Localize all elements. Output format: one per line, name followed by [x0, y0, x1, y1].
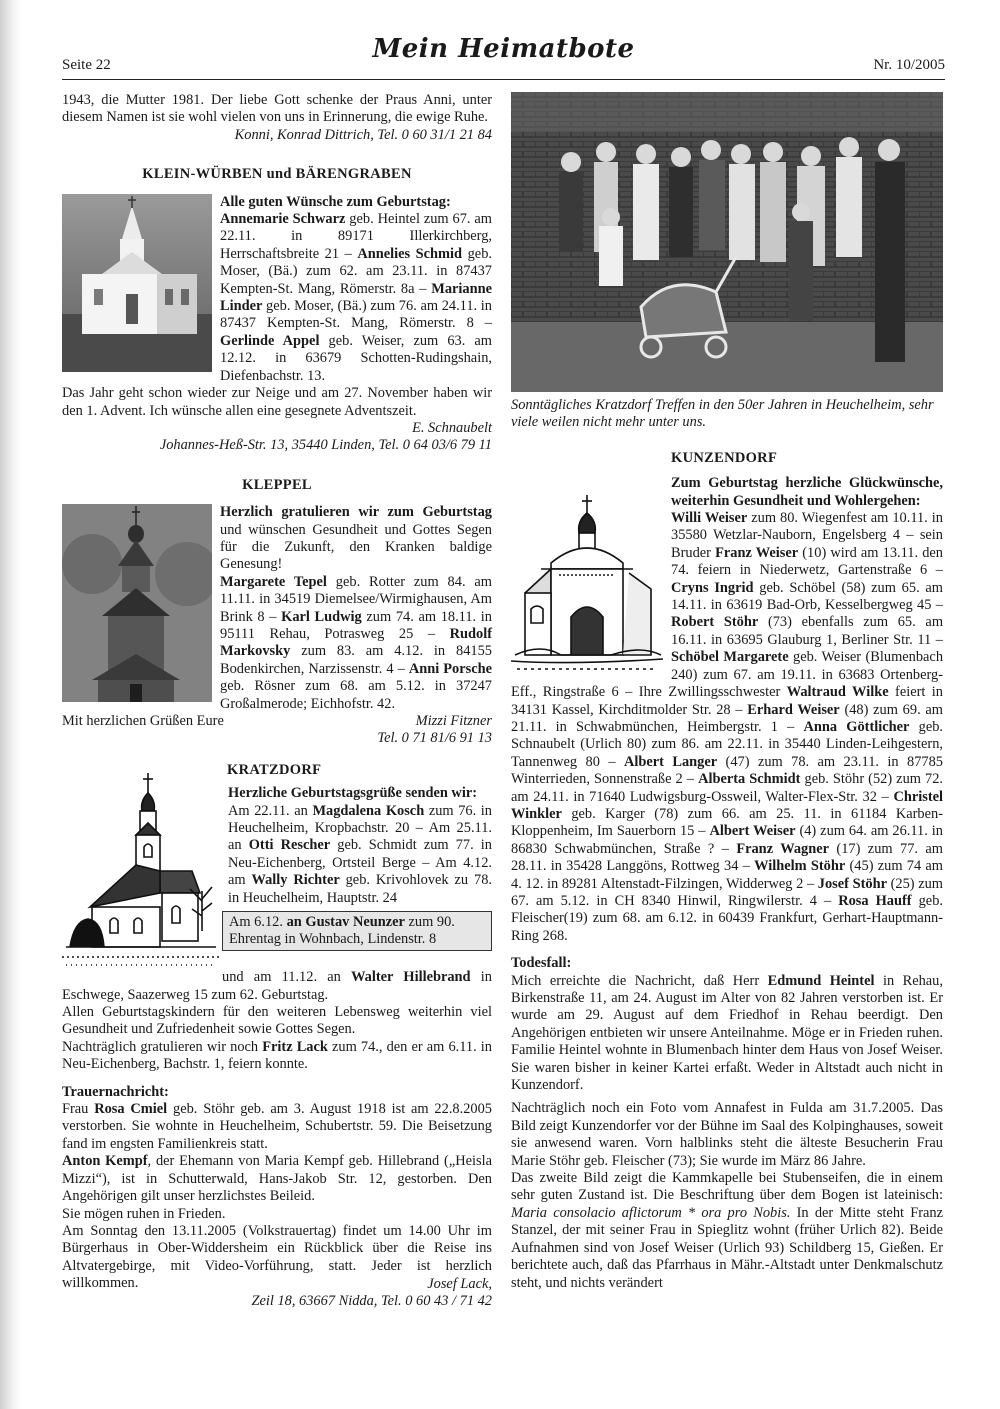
trauer-signature: Josef Lack, — [427, 1275, 492, 1292]
masthead-title: Mein Heimatbote — [372, 34, 635, 64]
section-title-klein-wuerben: KLEIN-WÜRBEN und BÄRENGRABEN — [142, 166, 412, 183]
intro-signature: Konni, Konrad Dittrich, Tel. 0 60 31/1 21 84 — [234, 126, 492, 143]
section-title-kratzdorf: KRATZDORF — [227, 761, 322, 778]
section-title-trauernachricht: Trauernachricht: — [62, 1083, 169, 1100]
issue-number: Nr. 10/2005 — [873, 57, 945, 73]
church-photo-kleppel — [62, 504, 212, 702]
kammkapelle-paragraph: Das zweite Bild zeigt die Kammkapelle bei Stubenseifen, die in einem sehr guten Zustand ist. Die Beschriftung über dem Bogen ist lateinisch: Maria consolacio aflictorum * ora pro Nobis. In der Mitte steht Franz Stanzel, der mit seiner Frau in Spieglitz wohnt (früher Urlich 82). Beide Aufnahmen sind von Josef Weiser (Urlich 93) Schildberg 15, Gießen. Er berichtete auch, daß das Pfarrhaus in Mähr.-Altstadt unter Denkmalschutz steht, und nichts verändert — [511, 1170, 943, 1291]
kratzdorf-wishes: Allen Geburtstagskindern für den weiteren Lebensweg weiterhin viel Gesundheit und Zufriedenheit sowie Gottes Segen. — [62, 1004, 492, 1038]
trauer-event: Am Sonntag den 13.11.2005 (Volkstrauertag) findet um 14.00 Uhr im Bürgerhaus in Ober-Widdersheim ein Rückblick über die Reise ins Altvatergebirge, mit Video-Vorführung, statt. Jeder ist herzlich willkommen. — [62, 1222, 492, 1292]
photo-caption: Sonntägliches Kratzdorf Treffen in den 50er Jahren in Heuchelheim, sehr viele weilen nicht mehr unter uns. — [511, 397, 934, 431]
klein-wuerben-birthdays: Alle guten Wünsche zum Geburtstag: Annemarie Schwarz geb. Heintel zum 67. am 22.11. in 89171 Illerkirchberg, Herrschaftsbreite 21 – Annelies Schmid geb. Moser, (Bä.) zum 62. am 23.11. in 87437 Kempten-St. Mang, Römerstr. 8a – Marianne Linder geb. Moser, (Bä.) zum 76. am 24.11. in 87437 Kempten-St. Mang, Römerstr. 8 – Gerlinde Appel geb. Weiser, zum 63. am 12.12. in 63679 Schotten-Rudingshain, Diefenbachstr. 13. — [220, 193, 492, 384]
page-header — [62, 30, 945, 80]
kleppel-phone: Tel. 0 71 81/6 91 13 — [377, 730, 492, 747]
trauer-kempf: Anton Kempf, der Ehemann von Maria Kempf geb. Hillebrand („Heisla Mizzi“), ist in Schutterwald, Hans-Jakob Str. 12, gestorben. Den Angehörigen gilt unser herzlichstes Beileid. — [62, 1153, 492, 1205]
kratzdorf-birthdays: Herzliche Geburtstagsgrüße senden wir: Am 22.11. an Magdalena Kosch zum 76. in Heuchelheim, Kropbachstr. 20 – Am 25.11. an Otti Rescher geb. Schmidt zum 77. in Neu-Eichenberg, Ortsteil Berge – Am 4.12. am Wally Richter geb. Krivohlovek zu 78. in Heuchelheim, Hauptstr. 24 — [228, 785, 493, 906]
todesfall-heintel: Mich erreichte die Nachricht, daß Herr Edmund Heintel in Rehau, Birkenstraße 11, am 24. August im Alter von 82 Jahren verstorben ist. Er wurde am 29. August auf dem Friedhof in Rehau beerdigt. Den Angehörigen entbieten wir unsere Anteilnahme. Möge er in Frieden ruhen. Familie Heintel wohnte in Blumenbach hinter dem Haus von Josef Weiser. Sie waren bisher in keiner Kartei erfaßt. Weder in Altstadt auch nicht in Kunzendorf. — [511, 972, 943, 1094]
section-title-kunzendorf: KUNZENDORF — [671, 449, 778, 466]
klein-wuerben-advent: Das Jahr geht schon wieder zur Neige und am 27. November haben wir den 1. Advent. Ich wünsche allen eine gesegnete Adventszeit. — [62, 385, 492, 419]
kunzendorf-birthdays: Zum Geburtstag herzliche Glückwünsche, weiterhin Gesundheit und Wohlergehen: Willi Weiser zum 80. Wiegenfest am 10.11. in 35580 Wetzlar-Nauborn, Engelsberg 4 – sein Bruder Franz Weiser (10) wird am 13.11. den 74. feiern in Niederwetz, Gartenstraße 6 – Cryns Ingrid geb. Schöbel (58) zum 65. am 14.11. in 63619 Bad-Orb, Kesselbergweg 45 – Robert Stöhr (73) ebenfalls zum 65. am 16.11. in 63695 Glauburg 1, Berliner Str. 11 – Schöbel Margarete geb. Weiser (Blumenbach 240) zum 67. am 19.11. in 63683 Ortenberg-Eff., Ringstraße 6 – Ihre Zwillingsschwester Waltraud Wilke feiert in 34131 Kassel, Kirchditmolder Str. 28 – Erhard Weiser (48) zum 69. am 21.11. in Schwabmünchen, Heimbergstr. 1 – Anna Göttlicher geb. Schnaubelt (Urlich 80) zum 86. am 22.11. in 35440 Linden-Leihgestern, Tannenweg 80 – Albert Langer (47) zum 78. am 23.11. in 87785 Winterrieden, Sonnenstraße 2 – Alberta Schmidt geb. Stöhr (52) zum 72. am 24.11. in 71640 Ludwigsburg-Ossweil, Walter-Flex-Str. 32 – Christel Winkler geb. Karger (78) zum 66. am 25. 11. in 61184 Karben-Kloppenheim, Im Sauerborn 15 – Albert Weiser (4) zum 64. am 26.11. in 86830 Schwabmünchen, Straße ? – Franz Wagner (17) zum 77. am 28.11. in 35428 Langgöns, Rottweg 34 – Wilhelm Stöhr (45) zum 74 am 4. 12. in 89281 Altenstadt-Filzingen, Widderweg 2 – Josef Stöhr (25) zum 67. am 5.12. in CH 8340 Hinwil, Ringwilerstr. 4 – Rosa Hauff geb. Fleischer(19) zum 68. am 6.12. in 60439 Frankfurt, Gerhart-Hauptmann-Ring 268. — [511, 475, 944, 944]
page-number: Seite 22 — [62, 57, 111, 73]
kleppel-birthdays: Herzlich gratulieren wir zum Geburtstag und wünschen Gesundheit und Gottes Segen für die Zukunft, den Kranken baldige Genesung! Margarete Tepel geb. Rotter zum 84. am 11.11. in 34519 Diemelsee/Wirmighausen, Am Brink 8 – Karl Ludwig zum 74. am 18.11. in 95111 Rehau, Potrasweg 25 – Rudolf Markovsky zum 83. am 4.12. in 84155 Bodenkirchen, Narzissenstr. 4 – Anni Porsche geb. Rösner zum 68. am 5.12. in 37247 Großalmerode; Eichhofstr. 42. — [220, 504, 492, 712]
page-edge-shadow — [0, 0, 22, 1409]
kratzdorf-highlight-box: Am 6.12. an Gustav Neunzer zum 90. Ehrentag in Wohnbach, Lindenstr. 8 — [222, 911, 492, 951]
church-drawing-kratzdorf — [62, 771, 220, 967]
left-column — [62, 92, 492, 1310]
section-title-todesfall: Todesfall: — [511, 955, 572, 972]
trauer-address: Zeil 18, 63667 Nidda, Tel. 0 60 43 / 71 42 — [251, 1292, 492, 1309]
group-photo-kratzdorf — [511, 92, 943, 392]
klein-wuerben-signature: E. Schnaubelt — [412, 419, 492, 436]
klein-wuerben-address: Johannes-Heß-Str. 13, 35440 Linden, Tel. 0 64 03/6 79 11 — [159, 437, 492, 454]
chapel-drawing-kunzendorf — [511, 493, 663, 673]
right-column — [511, 92, 943, 1292]
trauer-cmiel: Frau Rosa Cmiel geb. Stöhr geb. am 3. August 1918 ist am 22.8.2005 verstorben. Sie wohnte in Heuchelheim, Schubertstr. 59. Die Beisetzung fand im engsten Familienkreis statt. — [62, 1101, 492, 1152]
intro-paragraph: 1943, die Mutter 1981. Der liebe Gott schenke der Praus Anni, unter diesem Namen ist sie wohl vielen von uns in Erinnerung, die ewige Ruhe. Konni, Konrad Dittrich, Tel. 0 60 31/1 21 84 — [62, 92, 492, 143]
kratzdorf-continued: und am 11.12. an Walter Hillebrand in Eschwege, Saazerweg 15 zum 62. Geburtstag. — [62, 969, 492, 1003]
kleppel-greeting: Mit herzlichen Grüßen Eure Mizzi Fitzner — [62, 713, 492, 729]
trauer-rest: Sie mögen ruhen in Frieden. — [62, 1205, 226, 1222]
section-title-kleppel: KLEPPEL — [242, 476, 312, 493]
annafest-paragraph: Nachträglich noch ein Foto vom Annafest in Fulda am 31.7.2005. Das Bild zeigt Kunzendorfer vor der Bühne im Saal des Kolpinghauses, soweit sie anwesend waren. Vorn halblinks steht die älteste Besucherin Frau Marie Stöhr geb. Fleischer (73); Sie wurde im März 86 Jahre. — [511, 1100, 943, 1169]
chapel-photo-klein-wuerben — [62, 194, 212, 372]
kratzdorf-belated: Nachträglich gratulieren wir noch Fritz Lack zum 74., den er am 6.11. in Neu-Eichenberg, Bachstr. 1, feiern konnte. — [62, 1038, 492, 1073]
